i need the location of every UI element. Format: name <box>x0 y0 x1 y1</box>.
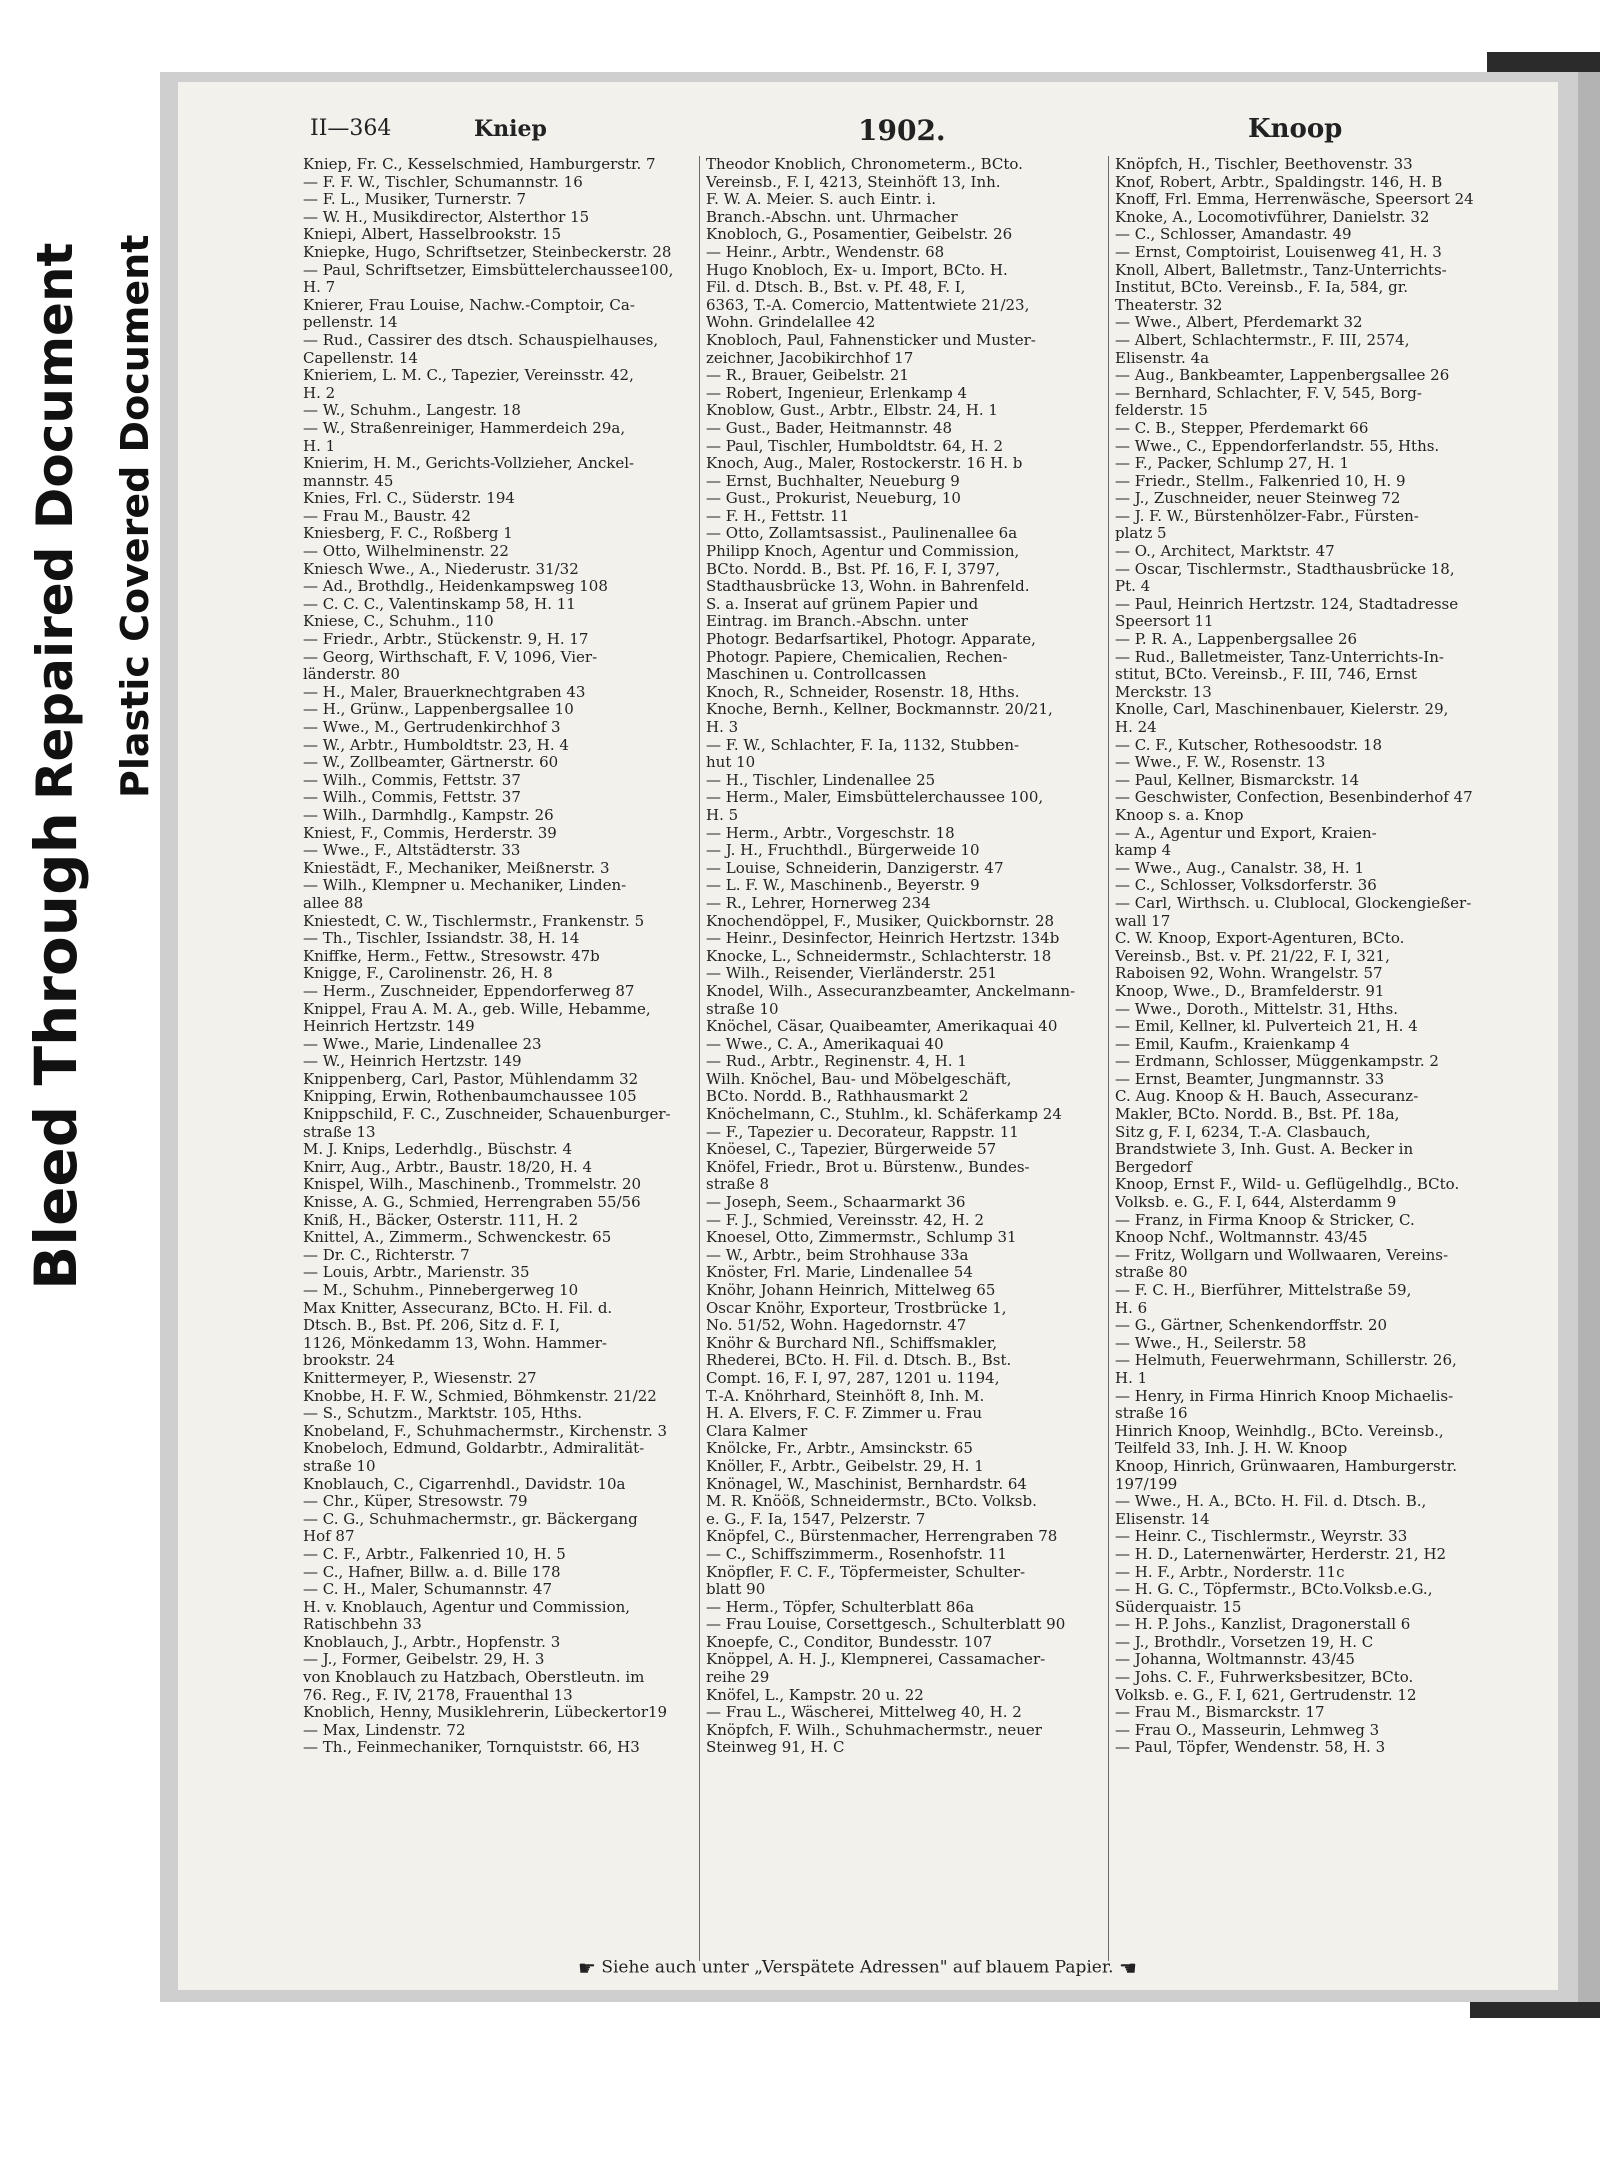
directory-entry: Knönagel, W., Maschinist, Bernhardstr. 64 <box>706 1475 1027 1493</box>
directory-entry: Knobeloch, Edmund, Goldarbtr., Admiralität- <box>303 1440 645 1458</box>
directory-entry: — F. J., Schmied, Vereinsstr. 42, H. 2 <box>706 1211 985 1229</box>
directory-entry: 6363, T.-A. Comercio, Mattentwiete 21/23, <box>706 296 1030 314</box>
directory-entry: Elisenstr. 4a <box>1115 349 1210 367</box>
directory-entry: Knies, Frl. C., Süderstr. 194 <box>303 490 515 508</box>
directory-entry: — F. W., Schlachter, F. Ia, 1132, Stubben- <box>706 736 1020 754</box>
directory-entry: Knöpfler, F. C. F., Töpfermeister, Schulter- <box>706 1563 1026 1581</box>
directory-entry: Speersort 11 <box>1115 613 1214 631</box>
directory-entry: Philipp Knoch, Agentur und Commission, <box>706 543 1020 561</box>
directory-entry: Volksb. e. G., F. I, 644, Alsterdamm 9 <box>1115 1194 1397 1212</box>
directory-entry: Hof 87 <box>303 1528 355 1546</box>
directory-entry: brookstr. 24 <box>303 1352 395 1370</box>
directory-entry: Süderquaistr. 15 <box>1115 1598 1242 1616</box>
directory-entry: H. 24 <box>1115 719 1157 736</box>
directory-entry: Knobloch, Paul, Fahnensticker und Muster- <box>706 331 1036 349</box>
directory-column-3 <box>1115 156 1515 1757</box>
directory-entry: — F. L., Musiker, Turnerstr. 7 <box>303 191 527 209</box>
directory-entry: Elisenstr. 14 <box>1115 1510 1210 1528</box>
directory-entry: H. 6 <box>1115 1299 1148 1317</box>
directory-entry: — Paul, Kellner, Bismarckstr. 14 <box>1115 771 1360 789</box>
directory-entry: Knöchelmann, C., Stuhlm., kl. Schäferkamp 24 <box>706 1106 1062 1124</box>
directory-entry: allee 88 <box>303 894 364 912</box>
directory-entry: — J., Zuschneider, neuer Steinweg 72 <box>1115 490 1401 508</box>
directory-entry: Knöfel, Friedr., Brot u. Bürstenw., Bundes- <box>706 1158 1030 1176</box>
directory-entry: — H. P. Johs., Kanzlist, Dragonerstall 6 <box>1115 1616 1411 1634</box>
directory-entry: Bergedorf <box>1115 1158 1192 1176</box>
directory-entry: Wohn. Grindelallee 42 <box>706 314 876 332</box>
directory-entry: — Henry, in Firma Hinrich Knoop Michaelis- <box>1115 1387 1454 1405</box>
directory-entry: — J., Former, Geibelstr. 29, H. 3 <box>303 1651 545 1669</box>
directory-entry: — O., Architect, Marktstr. 47 <box>1115 543 1335 561</box>
directory-entry: Knof, Robert, Arbtr., Spaldingstr. 146, H. B <box>1115 173 1443 191</box>
directory-entry: — C., Schlosser, Amandastr. 49 <box>1115 226 1352 244</box>
directory-entry: Knoll, Albert, Balletmstr., Tanz-Unterrichts- <box>1115 261 1447 279</box>
directory-entry: — Paul, Töpfer, Wendenstr. 58, H. 3 <box>1115 1739 1386 1757</box>
directory-entry: — C. F., Arbtr., Falkenried 10, H. 5 <box>303 1545 566 1563</box>
directory-entry: — Herm., Zuschneider, Eppendorferweg 87 <box>303 982 635 1000</box>
pointing-hand-left-icon: ☚ <box>1118 1956 1137 1980</box>
directory-entry: Knoop s. a. Knop <box>1115 806 1244 824</box>
directory-entry: Knöller, F., Arbtr., Geibelstr. 29, H. 1 <box>706 1457 984 1475</box>
page-number: II—364 <box>310 116 392 141</box>
directory-entry: Knöpfch, H., Tischler, Beethovenstr. 33 <box>1115 156 1413 173</box>
directory-entry: — Louis, Arbtr., Marienstr. 35 <box>303 1264 530 1282</box>
directory-entry: — Paul, Heinrich Hertzstr. 124, Stadtadresse <box>1115 595 1459 613</box>
directory-entry: H. 7 <box>303 279 336 297</box>
directory-entry: M. R. Knööß, Schneidermstr., BCto. Volksb. <box>706 1493 1037 1511</box>
directory-entry: — H., Tischler, Lindenallee 25 <box>706 771 936 789</box>
directory-entry: zeichner, Jacobikirchhof 17 <box>706 349 914 367</box>
directory-entry: Compt. 16, F. I, 97, 287, 1201 u. 1194, <box>706 1369 1000 1387</box>
directory-entry: von Knoblauch zu Hatzbach, Oberstleutn. im <box>303 1669 645 1687</box>
directory-entry: Oscar Knöhr, Exporteur, Trostbrücke 1, <box>706 1299 1007 1317</box>
right-keyword: Knoop <box>1248 114 1343 144</box>
directory-entry: — W., Arbtr., beim Strohhause 33a <box>706 1246 969 1264</box>
directory-entry: hut 10 <box>706 754 756 772</box>
directory-entry: Photogr. Papiere, Chemicalien, Rechen- <box>706 648 1008 666</box>
directory-entry: Kniepi, Albert, Hasselbrookstr. 15 <box>303 226 562 244</box>
directory-entry: Rhederei, BCto. H. Fil. d. Dtsch. B., Bst. <box>706 1352 1012 1370</box>
directory-entry: M. J. Knips, Lederhdlg., Büschstr. 4 <box>303 1141 573 1159</box>
directory-entry: — Frau M., Bismarckstr. 17 <box>1115 1704 1325 1722</box>
directory-entry: — Ernst, Buchhalter, Neueburg 9 <box>706 472 960 490</box>
directory-entry: — J. H., Fruchthdl., Bürgerweide 10 <box>706 842 980 860</box>
directory-entry: — Otto, Wilhelminenstr. 22 <box>303 543 509 561</box>
directory-entry: — A., Agentur und Export, Kraien- <box>1115 824 1377 842</box>
directory-entry: — Rud., Balletmeister, Tanz-Unterrichts-In- <box>1115 648 1444 666</box>
directory-entry: Hinrich Knoop, Weinhdlg., BCto. Vereinsb., <box>1115 1422 1444 1440</box>
directory-entry: Knöpfch, F. Wilh., Schuhmachermstr., neuer <box>706 1721 1042 1739</box>
directory-entry: Institut, BCto. Vereinsb., F. Ia, 584, gr. <box>1115 279 1408 297</box>
directory-entry: — Chr., Küper, Stresowstr. 79 <box>303 1493 528 1511</box>
directory-entry: — W., Schuhm., Langestr. 18 <box>303 402 521 420</box>
directory-entry: BCto. Nordd. B., Bst. Pf. 16, F. I, 3797, <box>706 560 1001 578</box>
directory-entry: Kniestedt, C. W., Tischlermstr., Frankenstr. 5 <box>303 912 645 930</box>
directory-entry: Knoblauch, C., Cigarrenhdl., Davidstr. 10a <box>303 1475 626 1493</box>
directory-entry: — H. G. C., Töpfermstr., BCto.Volksb.e.G., <box>1115 1581 1433 1599</box>
directory-entry: Knobbe, H. F. W., Schmied, Böhmkenstr. 21/22 <box>303 1387 657 1405</box>
directory-entry: — W., Straßenreiniger, Hammerdeich 29a, <box>303 419 626 437</box>
directory-entry: — M., Schuhm., Pinnebergerweg 10 <box>303 1282 579 1299</box>
directory-entry: Pt. 4 <box>1115 578 1151 596</box>
directory-entry: kamp 4 <box>1115 842 1172 860</box>
directory-entry: Heinrich Hertzstr. 149 <box>303 1018 475 1036</box>
directory-entry: Knoop, Wwe., D., Bramfelderstr. 91 <box>1115 982 1385 1000</box>
directory-entry: — P. R. A., Lappenbergsallee 26 <box>1115 631 1358 649</box>
directory-entry: — W., Zollbeamter, Gärtnerstr. 60 <box>303 754 559 772</box>
directory-entry: Knirr, Aug., Arbtr., Baustr. 18/20, H. 4 <box>303 1158 593 1176</box>
directory-entry: Knobloch, G., Posamentier, Geibelstr. 26 <box>706 226 1013 244</box>
directory-entry: — Johanna, Woltmannstr. 43/45 <box>1115 1651 1355 1669</box>
directory-entry: — C. C. C., Valentinskamp 58, H. 11 <box>303 595 576 613</box>
directory-entry: — H., Grünw., Lappenbergsallee 10 <box>303 701 574 719</box>
directory-entry: Knochendöppel, F., Musiker, Quickbornstr. 28 <box>706 912 1055 930</box>
directory-entry: — Heinr., Desinfector, Heinrich Hertzstr. 134b <box>706 930 1060 948</box>
directory-entry: Kniep, Fr. C., Kesselschmied, Hamburgerstr. 7 <box>303 156 656 173</box>
directory-entry: Dtsch. B., Bst. Pf. 206, Sitz d. F. I, <box>303 1317 560 1335</box>
label-bleed-through: Bleed Through <box>22 812 90 1290</box>
directory-entry: — Ernst, Comptoirist, Louisenweg 41, H. 3 <box>1115 243 1442 261</box>
directory-entry: — Herm., Töpfer, Schulterblatt 86a <box>706 1598 975 1616</box>
directory-entry: — Carl, Wirthsch. u. Clublocal, Glockengießer- <box>1115 894 1472 912</box>
directory-entry: No. 51/52, Wohn. Hagedornstr. 47 <box>706 1317 967 1335</box>
directory-entry: — Paul, Tischler, Humboldtstr. 64, H. 2 <box>706 437 1004 455</box>
directory-entry: — Dr. C., Richterstr. 7 <box>303 1246 470 1264</box>
directory-entry: — H. D., Laternenwärter, Herderstr. 21, H2 <box>1115 1545 1447 1563</box>
footer-note: Siehe auch unter „Verspätete Adressen" auf blauem Papier. <box>601 1957 1114 1978</box>
directory-entry: — Wwe., Albert, Pferdemarkt 32 <box>1115 314 1363 332</box>
directory-entry: Knöpfel, C., Bürstenmacher, Herrengraben 78 <box>706 1528 1058 1546</box>
directory-entry: — Heinr. C., Tischlermstr., Weyrstr. 33 <box>1115 1528 1408 1546</box>
directory-entry: Makler, BCto. Nordd. B., Bst. Pf. 18a, <box>1115 1106 1400 1124</box>
directory-entry: H. 5 <box>706 806 739 824</box>
directory-entry: Theodor Knoblich, Chronometerm., BCto. <box>706 156 1023 173</box>
directory-entry: Vereinsb., Bst. v. Pf. 21/22, F. I, 321, <box>1115 947 1390 965</box>
directory-entry: — F. C. H., Bierführer, Mittelstraße 59, <box>1115 1282 1412 1299</box>
directory-entry: — Louise, Schneiderin, Danzigerstr. 47 <box>706 859 1004 877</box>
page-footer <box>578 1956 1378 1980</box>
directory-entry: Knoch, R., Schneider, Rosenstr. 18, Hths. <box>706 683 1020 701</box>
directory-entry: — Frau Louise, Corsettgesch., Schulterblatt 90 <box>706 1616 1066 1634</box>
directory-entry: — Geschwister, Confection, Besenbinderhof 47 <box>1115 789 1473 807</box>
directory-entry: — C., Hafner, Billw. a. d. Bille 178 <box>303 1563 561 1581</box>
directory-entry: — Georg, Wirthschaft, F. V, 1096, Vier- <box>303 648 598 666</box>
directory-entry: Max Knitter, Assecuranz, BCto. H. Fil. d. <box>303 1299 613 1317</box>
directory-entry: Knoblauch, J., Arbtr., Hopfenstr. 3 <box>303 1633 561 1651</box>
directory-entry: — Oscar, Tischlermstr., Stadthausbrücke 18, <box>1115 560 1455 578</box>
directory-entry: Teilfeld 33, Inh. J. H. W. Knoop <box>1115 1440 1348 1458</box>
directory-entry: Clara Kalmer <box>706 1422 808 1440</box>
directory-entry: Knöster, Frl. Marie, Lindenallee 54 <box>706 1264 973 1282</box>
directory-entry: Knobeland, F., Schuhmachermstr., Kirchenstr. 3 <box>303 1422 668 1440</box>
directory-entry: — Ad., Brothdlg., Heidenkampsweg 108 <box>303 578 608 596</box>
directory-entry: Kniffke, Herm., Fettw., Stresowstr. 47b <box>303 947 600 965</box>
directory-entry: Kniese, C., Schuhm., 110 <box>303 613 494 631</box>
directory-entry: H. 1 <box>303 437 336 455</box>
directory-entry: Knoch, Aug., Maler, Rostockerstr. 16 H. b <box>706 455 1023 473</box>
directory-entry: — Aug., Bankbeamter, Lappenbergsallee 26 <box>1115 367 1450 385</box>
page-edge <box>1578 72 1600 2002</box>
directory-entry: — Ernst, Beamter, Jungmannstr. 33 <box>1115 1070 1385 1088</box>
directory-entry: — F. H., Fettstr. 11 <box>706 507 850 525</box>
directory-entry: — Wilh., Darmhdlg., Kampstr. 26 <box>303 806 554 824</box>
directory-entry: — Heinr., Arbtr., Wendenstr. 68 <box>706 243 945 261</box>
directory-entry: — Emil, Kaufm., Kraienkamp 4 <box>1115 1035 1350 1053</box>
directory-entry: — Frau M., Baustr. 42 <box>303 507 471 525</box>
directory-entry: Knolle, Carl, Maschinenbauer, Kielerstr. 29, <box>1115 701 1449 719</box>
left-keyword: Kniep <box>474 116 547 142</box>
directory-entry: Knoop Nchf., Woltmannstr. 43/45 <box>1115 1229 1368 1247</box>
directory-column-1 <box>303 156 703 1757</box>
directory-entry: — C. B., Stepper, Pferdemarkt 66 <box>1115 419 1369 437</box>
directory-entry: wall 17 <box>1115 912 1171 930</box>
directory-entry: felderstr. 15 <box>1115 402 1208 420</box>
directory-entry: Kniepke, Hugo, Schriftsetzer, Steinbeckerstr. 28 <box>303 243 672 261</box>
directory-entry: Knoblich, Henny, Musiklehrerin, Lübeckertor19 <box>303 1704 668 1722</box>
directory-entry: — J. F. W., Bürstenhölzer-Fabr., Fürsten- <box>1115 507 1419 525</box>
directory-entry: Vereinsb., F. I, 4213, Steinhöft 13, Inh. <box>706 173 1001 191</box>
directory-entry: — Frau L., Wäscherei, Mittelweg 40, H. 2 <box>706 1704 1022 1722</box>
directory-entry: — W., Heinrich Hertzstr. 149 <box>303 1053 522 1071</box>
directory-entry: straße 16 <box>1115 1405 1188 1423</box>
directory-entry: — Bernhard, Schlachter, F. V, 545, Borg- <box>1115 384 1422 402</box>
directory-entry: Kniestädt, F., Mechaniker, Meißnerstr. 3 <box>303 859 610 877</box>
directory-entry: Branch.-Abschn. unt. Uhrmacher <box>706 208 958 226</box>
directory-entry: Stadthausbrücke 13, Wohn. in Bahrenfeld. <box>706 578 1030 596</box>
scanned-page <box>160 72 1600 2002</box>
directory-entry: — Gust., Bader, Heitmannstr. 48 <box>706 419 953 437</box>
directory-entry: Photogr. Bedarfsartikel, Photogr. Apparate, <box>706 631 1036 649</box>
directory-entry: Knöhr, Johann Heinrich, Mittelweg 65 <box>706 1282 996 1299</box>
directory-entry: Maschinen u. Controllcassen <box>706 666 927 684</box>
directory-entry: 197/199 <box>1115 1475 1178 1493</box>
directory-entry: — Otto, Zollamtsassist., Paulinenallee 6a <box>706 525 1018 543</box>
directory-entry: — Wilh., Klempner u. Mechaniker, Linden- <box>303 877 627 895</box>
directory-entry: — Wwe., Aug., Canalstr. 38, H. 1 <box>1115 859 1364 877</box>
directory-entry: Knodel, Wilh., Assecuranzbeamter, Anckelmann- <box>706 982 1076 1000</box>
directory-entry: — Frau O., Masseurin, Lehmweg 3 <box>1115 1721 1380 1739</box>
pointing-hand-right-icon: ☛ <box>578 1956 596 1980</box>
directory-entry: — Wwe., F., Altstädterstr. 33 <box>303 842 521 860</box>
directory-entry: — F. F. W., Tischler, Schumannstr. 16 <box>303 173 583 191</box>
directory-entry: — F., Tapezier u. Decorateur, Rappstr. 11 <box>706 1123 1019 1141</box>
directory-entry: Knoff, Frl. Emma, Herrenwäsche, Speersort 24 <box>1115 191 1474 209</box>
directory-entry: — W., Arbtr., Humboldtstr. 23, H. 4 <box>303 736 569 754</box>
directory-entry: — Gust., Prokurist, Neueburg, 10 <box>706 490 961 508</box>
directory-entry: länderstr. 80 <box>303 666 400 684</box>
directory-entry: — Wwe., C. A., Amerikaquai 40 <box>706 1035 944 1053</box>
directory-entry: e. G., F. Ia, 1547, Pelzerstr. 7 <box>706 1510 926 1528</box>
directory-entry: — J., Brothdlr., Vorsetzen 19, H. C <box>1115 1633 1374 1651</box>
directory-entry: — Wwe., C., Eppendorferlandstr. 55, Hths. <box>1115 437 1440 455</box>
page-header <box>178 110 1558 150</box>
directory-entry: Kniest, F., Commis, Herderstr. 39 <box>303 824 557 842</box>
directory-entry: H. v. Knoblauch, Agentur und Commission, <box>303 1598 631 1616</box>
directory-entry: — Th., Tischler, Issiandstr. 38, H. 14 <box>303 930 580 948</box>
column-divider <box>1108 156 1109 1961</box>
directory-entry: — Joseph, Seem., Schaarmarkt 36 <box>706 1194 966 1212</box>
directory-entry: — R., Lehrer, Hornerweg 234 <box>706 894 931 912</box>
label-plastic-covered-document: Plastic Covered Document <box>113 234 157 798</box>
directory-entry: H. A. Elvers, F. C. F. Zimmer u. Frau <box>706 1405 983 1423</box>
directory-entry: straße 10 <box>303 1457 376 1475</box>
directory-entry: — Friedr., Arbtr., Stückenstr. 9, H. 17 <box>303 631 589 649</box>
directory-entry: — C. F., Kutscher, Rothesoodstr. 18 <box>1115 736 1383 754</box>
directory-entry: — Albert, Schlachtermstr., F. III, 2574, <box>1115 331 1410 349</box>
directory-entry: — Herm., Arbtr., Vorgeschstr. 18 <box>706 824 955 842</box>
directory-entry: F. W. A. Meier. S. auch Eintr. i. <box>706 191 937 209</box>
directory-entry: Brandstwiete 3, Inh. Gust. A. Becker in <box>1115 1141 1414 1159</box>
directory-entry: Knölcke, Fr., Arbtr., Amsinckstr. 65 <box>706 1440 973 1458</box>
directory-entry: — Wwe., Doroth., Mittelstr. 31, Hths. <box>1115 1000 1398 1018</box>
directory-entry: Knoblow, Gust., Arbtr., Elbstr. 24, H. 1 <box>706 402 998 420</box>
directory-entry: — Wwe., M., Gertrudenkirchhof 3 <box>303 719 561 736</box>
directory-entry: Ratischbehn 33 <box>303 1616 422 1634</box>
directory-entry: — Franz, in Firma Knoop & Stricker, C. <box>1115 1211 1415 1229</box>
directory-entry: stitut, BCto. Vereinsb., F. III, 746, Ernst <box>1115 666 1417 684</box>
directory-entry: — Paul, Schriftsetzer, Eimsbüttelerchaussee100, <box>303 261 674 279</box>
directory-entry: Merckstr. 13 <box>1115 683 1212 701</box>
directory-entry: Capellenstr. 14 <box>303 349 418 367</box>
directory-entry: Knocke, L., Schneidermstr., Schlachterstr. 18 <box>706 947 1052 965</box>
directory-entry: Knierim, H. M., Gerichts-Vollzieher, Anckel- <box>303 455 635 473</box>
directory-column-2 <box>706 156 1106 1757</box>
directory-entry: straße 10 <box>706 1000 779 1018</box>
directory-entry: — Emil, Kellner, kl. Pulverteich 21, H. 4 <box>1115 1018 1418 1036</box>
directory-entry: Hugo Knobloch, Ex- u. Import, BCto. H. <box>706 261 1008 279</box>
directory-entry: — Erdmann, Schlosser, Müggenkampstr. 2 <box>1115 1053 1439 1071</box>
label-repaired-document: Repaired Document <box>26 242 84 800</box>
directory-entry: Fil. d. Dtsch. B., Bst. v. Pf. 48, F. I, <box>706 279 966 297</box>
directory-entry: Knieriem, L. M. C., Tapezier, Vereinsstr. 42, <box>303 367 634 385</box>
directory-entry: — G., Gärtner, Schenkendorffstr. 20 <box>1115 1317 1388 1335</box>
directory-entry: Knöppel, A. H. J., Klempnerei, Cassamacher- <box>706 1651 1046 1669</box>
directory-entry: Knipping, Erwin, Rothenbaumchaussee 105 <box>303 1088 637 1106</box>
directory-entry: — F., Packer, Schlump 27, H. 1 <box>1115 455 1350 473</box>
directory-entry: straße 80 <box>1115 1264 1188 1282</box>
directory-entry: 76. Reg., F. IV, 2178, Frauenthal 13 <box>303 1686 573 1704</box>
directory-entry: H. 1 <box>1115 1369 1148 1387</box>
directory-entry: — Rud., Cassirer des dtsch. Schauspielhauses, <box>303 331 659 349</box>
directory-entry: — C. G., Schuhmachermstr., gr. Bäckergang <box>303 1510 638 1528</box>
directory-entry: — Robert, Ingenieur, Erlenkamp 4 <box>706 384 968 402</box>
side-labels <box>0 0 160 2177</box>
directory-entry: Knippel, Frau A. M. A., geb. Wille, Hebamme, <box>303 1000 651 1018</box>
directory-entry: Knippschild, F. C., Zuschneider, Schauenburger- <box>303 1106 671 1124</box>
directory-entry: — Wwe., H., Seilerstr. 58 <box>1115 1334 1307 1352</box>
directory-entry: BCto. Nordd. B., Rathhausmarkt 2 <box>706 1088 969 1106</box>
directory-entry: — Wilh., Commis, Fettstr. 37 <box>303 771 521 789</box>
directory-entry: — Wwe., Marie, Lindenallee 23 <box>303 1035 542 1053</box>
directory-entry: — Th., Feinmechaniker, Tornquiststr. 66, H3 <box>303 1739 640 1757</box>
directory-entry: — H. F., Arbtr., Norderstr. 11c <box>1115 1563 1345 1581</box>
directory-entry: — Rud., Arbtr., Reginenstr. 4, H. 1 <box>706 1053 967 1071</box>
directory-entry: Kniesberg, F. C., Roßberg 1 <box>303 525 513 543</box>
directory-entry: Knöfel, L., Kampstr. 20 u. 22 <box>706 1686 924 1704</box>
directory-entry: Knoepfe, C., Conditor, Bundesstr. 107 <box>706 1633 993 1651</box>
directory-entry: H. 3 <box>706 719 739 736</box>
directory-entry: straße 13 <box>303 1123 376 1141</box>
directory-entry: Raboisen 92, Wohn. Wrangelstr. 57 <box>1115 965 1383 983</box>
directory-entry: S. a. Inserat auf grünem Papier und <box>706 595 979 613</box>
directory-entry: Wilh. Knöchel, Bau- und Möbelgeschäft, <box>706 1070 1012 1088</box>
directory-entry: — C., Schlosser, Volksdorferstr. 36 <box>1115 877 1377 895</box>
directory-entry: — Max, Lindenstr. 72 <box>303 1721 466 1739</box>
directory-entry: platz 5 <box>1115 525 1167 543</box>
directory-entry: — S., Schutzm., Marktstr. 105, Hths. <box>303 1405 583 1423</box>
directory-entry: — Johs. C. F., Fuhrwerksbesitzer, BCto. <box>1115 1669 1414 1687</box>
directory-entry: Knöchel, Cäsar, Quaibeamter, Amerikaquai 40 <box>706 1018 1058 1036</box>
directory-entry: C. Aug. Knoop & H. Bauch, Assecuranz- <box>1115 1088 1419 1106</box>
paper-sheet <box>178 82 1558 1990</box>
directory-entry: — L. F. W., Maschinenb., Beyerstr. 9 <box>706 877 980 895</box>
directory-entry: — C. H., Maler, Schumannstr. 47 <box>303 1581 553 1599</box>
directory-entry: — Helmuth, Feuerwehrmann, Schillerstr. 26, <box>1115 1352 1457 1370</box>
directory-entry: Kniesch Wwe., A., Niederustr. 31/32 <box>303 560 579 578</box>
directory-entry: Knoesel, Otto, Zimmermstr., Schlump 31 <box>706 1229 1017 1247</box>
directory-entry: — Wwe., F. W., Rosenstr. 13 <box>1115 754 1326 772</box>
directory-entry: Knoke, A., Locomotivführer, Danielstr. 32 <box>1115 208 1430 226</box>
directory-entry: Knispel, Wilh., Maschinenb., Trommelstr. 20 <box>303 1176 642 1194</box>
directory-entry: Steinweg 91, H. C <box>706 1739 845 1757</box>
directory-entry: — H., Maler, Brauerknechtgraben 43 <box>303 683 586 701</box>
directory-entry: Volksb. e. G., F. I, 621, Gertrudenstr. 12 <box>1115 1686 1417 1704</box>
directory-entry: blatt 90 <box>706 1581 766 1599</box>
directory-entry: Knigge, F., Carolinenstr. 26, H. 8 <box>303 965 553 983</box>
directory-entry: — Fritz, Wollgarn und Wollwaaren, Vereins- <box>1115 1246 1449 1264</box>
directory-entry: 1126, Mönkedamm 13, Wohn. Hammer- <box>303 1334 607 1352</box>
directory-entry: Theaterstr. 32 <box>1115 296 1223 314</box>
directory-entry: — Wilh., Reisender, Vierländerstr. 251 <box>706 965 998 983</box>
directory-entry: — R., Brauer, Geibelstr. 21 <box>706 367 909 385</box>
directory-entry: mannstr. 45 <box>303 472 394 490</box>
directory-entry: Knoop, Ernst F., Wild- u. Geflügelhdlg., BCto. <box>1115 1176 1460 1194</box>
directory-entry: reihe 29 <box>706 1669 770 1687</box>
directory-entry: Knöhr & Burchard Nfl., Schiffsmakler, <box>706 1334 998 1352</box>
directory-entry: — Wwe., H. A., BCto. H. Fil. d. Dtsch. B., <box>1115 1493 1427 1511</box>
directory-entry: Knoche, Bernh., Kellner, Bockmannstr. 20/21, <box>706 701 1053 719</box>
directory-entry: Knierer, Frau Louise, Nachw.-Comptoir, Ca- <box>303 296 635 314</box>
directory-entry: Knittermeyer, P., Wiesenstr. 27 <box>303 1369 537 1387</box>
directory-entry: — Herm., Maler, Eimsbüttelerchaussee 100, <box>706 789 1044 807</box>
directory-entry: C. W. Knoop, Export-Agenturen, BCto. <box>1115 930 1405 948</box>
directory-entry: — Wilh., Commis, Fettstr. 37 <box>303 789 521 807</box>
directory-entry: Knittel, A., Zimmerm., Schwenckestr. 65 <box>303 1229 612 1247</box>
directory-entry: Knoop, Hinrich, Grünwaaren, Hamburgerstr. <box>1115 1457 1457 1475</box>
directory-entry: Knisse, A. G., Schmied, Herrengraben 55/56 <box>303 1194 641 1212</box>
directory-entry: T.-A. Knöhrhard, Steinhöft 8, Inh. M. <box>706 1387 985 1405</box>
directory-entry: Sitz g, F. I, 6234, T.-A. Clasbauch, <box>1115 1123 1371 1141</box>
directory-entry: — W. H., Musikdirector, Alsterthor 15 <box>303 208 590 226</box>
directory-entry: straße 8 <box>706 1176 770 1194</box>
directory-entry: — Friedr., Stellm., Falkenried 10, H. 9 <box>1115 472 1406 490</box>
directory-entry: — C., Schiffszimmerm., Rosenhofstr. 11 <box>706 1545 1007 1563</box>
year: 1902. <box>858 114 946 147</box>
directory-entry: pellenstr. 14 <box>303 314 398 332</box>
directory-entry: Knippenberg, Carl, Pastor, Mühlendamm 32 <box>303 1070 639 1088</box>
directory-entry: H. 2 <box>303 384 336 402</box>
directory-entry: Eintrag. im Branch.-Abschn. unter <box>706 613 968 631</box>
directory-entry: Knöesel, C., Tapezier, Bürgerweide 57 <box>706 1141 997 1159</box>
directory-entry: Kniß, H., Bäcker, Osterstr. 111, H. 2 <box>303 1211 579 1229</box>
